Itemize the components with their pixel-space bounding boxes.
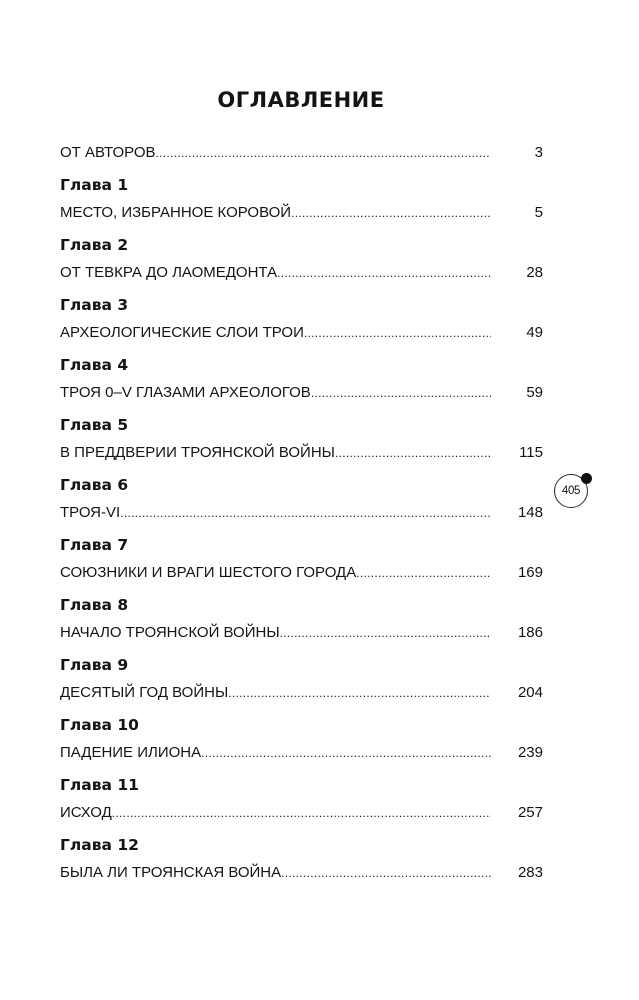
chapter-label: Глава 8 (60, 596, 129, 614)
toc-entry-chapter-7[interactable] (60, 561, 543, 585)
dot-leader (280, 621, 491, 645)
toc-entry-title: АРХЕОЛОГИЧЕСКИЕ СЛОИ ТРОИ (60, 324, 304, 341)
toc-entry-title: ПАДЕНИЕ ИЛИОНА (60, 744, 202, 761)
toc-entry-title: СОЮЗНИКИ И ВРАГИ ШЕСТОГО ГОРОДА (60, 564, 357, 581)
dot-leader (291, 201, 491, 225)
dot-leader (228, 681, 491, 705)
toc-entry-title: МЕСТО, ИЗБРАННОЕ КОРОВОЙ (60, 204, 292, 221)
dot-leader (277, 261, 491, 285)
dot-leader (335, 441, 491, 465)
chapter-label: Глава 4 (60, 356, 129, 374)
chapter-heading-5 (60, 413, 543, 437)
chapter-heading-11 (60, 773, 543, 797)
dot-leader (112, 801, 491, 825)
chapter-heading-1 (60, 173, 543, 197)
dot-leader (156, 141, 491, 165)
dot-leader (304, 321, 491, 345)
toc-entry-chapter-9[interactable] (60, 681, 543, 705)
dot-leader (120, 501, 491, 525)
toc-entry-title: ДЕСЯТЫЙ ГОД ВОЙНЫ (60, 684, 229, 701)
page-number: 405 (561, 485, 581, 497)
chapter-label: Глава 2 (60, 236, 129, 254)
toc-entry-chapter-12[interactable] (60, 861, 543, 885)
chapter-label: Глава 7 (60, 536, 129, 554)
chapter-heading-9 (60, 653, 543, 677)
toc-entry-chapter-1[interactable] (60, 201, 543, 225)
toc-entry-chapter-5[interactable] (60, 441, 543, 465)
toc-page-number: 49 (526, 324, 543, 341)
chapter-label: Глава 5 (60, 416, 129, 434)
chapter-heading-3 (60, 293, 543, 317)
toc-entry-title: НАЧАЛО ТРОЯНСКОЙ ВОЙНЫ (60, 624, 280, 641)
toc-page-number: 169 (517, 564, 543, 581)
toc-page-number: 283 (517, 864, 543, 881)
chapter-heading-7 (60, 533, 543, 557)
chapter-heading-12 (60, 833, 543, 857)
chapter-heading-4 (60, 353, 543, 377)
toc-entry-title: ИСХОД (60, 804, 112, 821)
toc-entry-chapter-10[interactable] (60, 741, 543, 765)
chapter-heading-6 (60, 473, 543, 497)
toc-entry-title: ОТ АВТОРОВ (60, 144, 156, 161)
chapter-label: Глава 9 (60, 656, 129, 674)
chapter-label: Глава 10 (60, 716, 139, 734)
toc-page-number: 204 (517, 684, 543, 701)
page-title: ОГЛАВЛЕНИЕ (217, 88, 385, 113)
toc-entry-title: ТРОЯ 0–V ГЛАЗАМИ АРХЕОЛОГОВ (60, 384, 311, 401)
chapter-label: Глава 6 (60, 476, 129, 494)
toc-page-number: 186 (517, 624, 543, 641)
toc-entry-intro[interactable] (60, 141, 543, 165)
chapter-label: Глава 12 (60, 836, 139, 854)
dot-leader (311, 381, 491, 405)
chapter-label: Глава 11 (60, 776, 139, 794)
chapter-label: Глава 3 (60, 296, 129, 314)
folio-dot-icon (581, 473, 592, 484)
toc-entry-chapter-3[interactable] (60, 321, 543, 345)
toc-entry-chapter-11[interactable] (60, 801, 543, 825)
chapter-heading-10 (60, 713, 543, 737)
toc-page-number: 28 (526, 264, 543, 281)
dot-leader (201, 741, 491, 765)
toc-entry-chapter-4[interactable] (60, 381, 543, 405)
toc-entry-title: БЫЛА ЛИ ТРОЯНСКАЯ ВОЙНА (60, 864, 282, 881)
toc-page-number: 148 (517, 504, 543, 521)
toc-page-number: 115 (519, 444, 543, 461)
toc-page-number: 239 (517, 744, 543, 761)
toc-entry-title: В ПРЕДДВЕРИИ ТРОЯНСКОЙ ВОЙНЫ (60, 444, 335, 461)
chapter-label: Глава 1 (60, 176, 129, 194)
toc-entry-title: ТРОЯ-VI (60, 504, 121, 521)
dot-leader (281, 861, 491, 885)
toc-entry-title: ОТ ТЕВКРА ДО ЛАОМЕДОНТА (60, 264, 278, 281)
toc-page-number: 3 (534, 144, 543, 161)
toc-page-number: 257 (517, 804, 543, 821)
chapter-heading-2 (60, 233, 543, 257)
toc-entry-chapter-2[interactable] (60, 261, 543, 285)
toc-entry-chapter-6[interactable] (60, 501, 543, 525)
toc-page-number: 59 (526, 384, 543, 401)
chapter-heading-8 (60, 593, 543, 617)
dot-leader (356, 561, 491, 585)
toc-page-number: 5 (534, 204, 543, 221)
toc-entry-chapter-8[interactable] (60, 621, 543, 645)
